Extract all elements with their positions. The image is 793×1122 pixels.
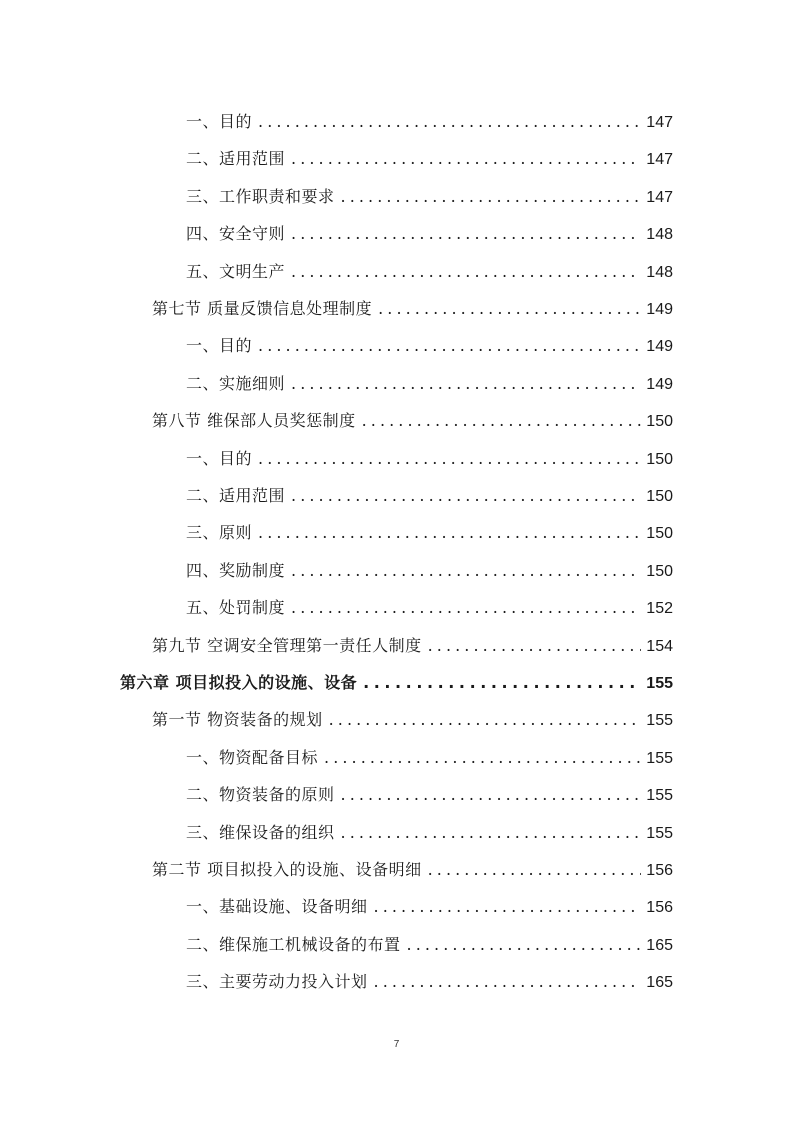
toc-entry-title: 一、基础设施、设备明细 (186, 897, 368, 917)
toc-entry-title: 三、维保设备的组织 (186, 822, 335, 842)
toc-entry-title: 第一节 物资装备的规划 (152, 710, 323, 730)
toc-entry[interactable] (186, 440, 673, 477)
toc-entry-title: 第二节 项目拟投入的设施、设备明细 (152, 860, 422, 879)
toc-entry-page: 154 (646, 637, 673, 655)
toc-dot-leader (258, 327, 641, 364)
toc-entry[interactable] (152, 701, 673, 738)
toc-entry[interactable] (186, 926, 673, 963)
toc-entry-page: 147 (646, 114, 673, 131)
toc-entry-page: 165 (646, 974, 673, 992)
toc-dot-leader (362, 402, 641, 439)
toc-entry-title: 二、实施细则 (186, 373, 286, 393)
toc-dot-leader (428, 627, 641, 664)
toc-dot-leader (407, 926, 641, 963)
toc-entry[interactable] (186, 814, 673, 851)
toc-dot-leader (291, 552, 641, 589)
toc-dot-leader (291, 477, 641, 514)
toc-entry-page: 149 (646, 375, 673, 393)
toc-entry-title: 三、原则 (186, 523, 253, 543)
toc-entry-title: 第八节 维保部人员奖惩制度 (152, 411, 356, 431)
toc-entry-title: 二、适用范围 (186, 149, 286, 169)
toc-entry-page: 149 (646, 338, 673, 356)
toc-entry-title: 二、适用范围 (186, 486, 286, 505)
toc-entry-title: 第九节 空调安全管理第一责任人制度 (152, 635, 422, 655)
toc-entry-title: 第七节 质量反馈信息处理制度 (152, 299, 373, 318)
toc-entry[interactable] (186, 365, 673, 402)
toc-entry-page: 150 (646, 450, 673, 468)
toc-dot-leader (363, 664, 641, 701)
toc-entry[interactable] (186, 552, 673, 589)
toc-entry-page: 150 (646, 525, 673, 543)
toc-entry[interactable] (152, 851, 673, 888)
toc-dot-leader (258, 103, 641, 140)
toc-dot-leader (291, 140, 641, 177)
toc-entry[interactable] (186, 140, 673, 177)
toc-dot-leader (378, 290, 641, 327)
toc-entry[interactable] (186, 514, 673, 551)
toc-entry-title: 四、奖励制度 (186, 560, 286, 580)
toc-entry-page: 147 (646, 188, 673, 206)
toc-entry-title: 二、物资装备的原则 (186, 785, 335, 805)
toc-entry[interactable] (186, 589, 673, 626)
toc-entry-page: 148 (646, 263, 673, 281)
toc-entry[interactable] (152, 627, 673, 664)
toc-dot-leader (341, 814, 641, 851)
toc-entry-title: 第六章 项目拟投入的设施、设备 (120, 673, 358, 692)
toc-entry-page: 155 (646, 712, 673, 730)
toc-entry-title: 一、物资配备目标 (186, 747, 319, 767)
toc-entry[interactable] (186, 178, 673, 215)
toc-dot-leader (428, 851, 641, 888)
toc-entry-page: 150 (646, 562, 673, 580)
toc-dot-leader (291, 215, 641, 252)
toc-dot-leader (291, 589, 641, 626)
toc-entry-page: 155 (646, 749, 673, 767)
toc-entry-page: 150 (646, 413, 673, 431)
toc-entry-title: 一、目的 (186, 448, 253, 468)
toc-entry-title: 一、目的 (186, 112, 253, 131)
toc-entry[interactable] (186, 888, 673, 925)
toc-dot-leader (374, 963, 641, 1000)
toc-entry-title: 四、安全守则 (186, 224, 286, 244)
toc-entry-page: 147 (646, 151, 673, 169)
toc-entry-title: 五、文明生产 (186, 261, 286, 281)
toc-entry-page: 150 (646, 488, 673, 505)
toc-dot-leader (291, 365, 641, 402)
toc-entry[interactable] (186, 963, 673, 1000)
toc-entry-page: 148 (646, 226, 673, 244)
toc-entry[interactable] (152, 402, 673, 439)
toc-entry[interactable] (120, 664, 673, 701)
toc-dot-leader (258, 514, 641, 551)
toc-entry-title: 二、维保施工机械设备的布置 (186, 934, 401, 954)
toc-dot-leader (374, 888, 641, 925)
toc-entry-page: 155 (646, 824, 673, 842)
toc-entry-title: 三、工作职责和要求 (186, 186, 335, 206)
toc-dot-leader (324, 739, 641, 776)
toc-entry[interactable] (186, 477, 673, 514)
toc-entry-page: 152 (646, 600, 673, 618)
toc-entry-page: 155 (646, 787, 673, 805)
toc-dot-leader (291, 253, 641, 290)
toc-entry-title: 五、处罚制度 (186, 598, 286, 618)
page-number: 7 (393, 1039, 400, 1050)
toc-entry[interactable] (186, 253, 673, 290)
toc-entry-title: 一、目的 (186, 336, 253, 356)
toc-entry[interactable] (186, 103, 673, 140)
toc-entry-page: 149 (646, 301, 673, 318)
toc-dot-leader (329, 701, 641, 738)
toc-entry[interactable] (186, 215, 673, 252)
toc-entry[interactable] (186, 327, 673, 364)
toc-entry[interactable] (152, 290, 673, 327)
toc-dot-leader (341, 178, 641, 215)
toc-entry[interactable] (186, 776, 673, 813)
toc-entry-page: 165 (646, 936, 673, 954)
toc-entry-page: 156 (646, 862, 673, 879)
toc-entry[interactable] (186, 739, 673, 776)
toc-entry-page: 156 (646, 899, 673, 917)
toc-dot-leader (341, 776, 641, 813)
toc-entry-title: 三、主要劳动力投入计划 (186, 972, 368, 992)
toc-entry-page: 155 (646, 675, 673, 692)
toc-dot-leader (258, 440, 641, 477)
